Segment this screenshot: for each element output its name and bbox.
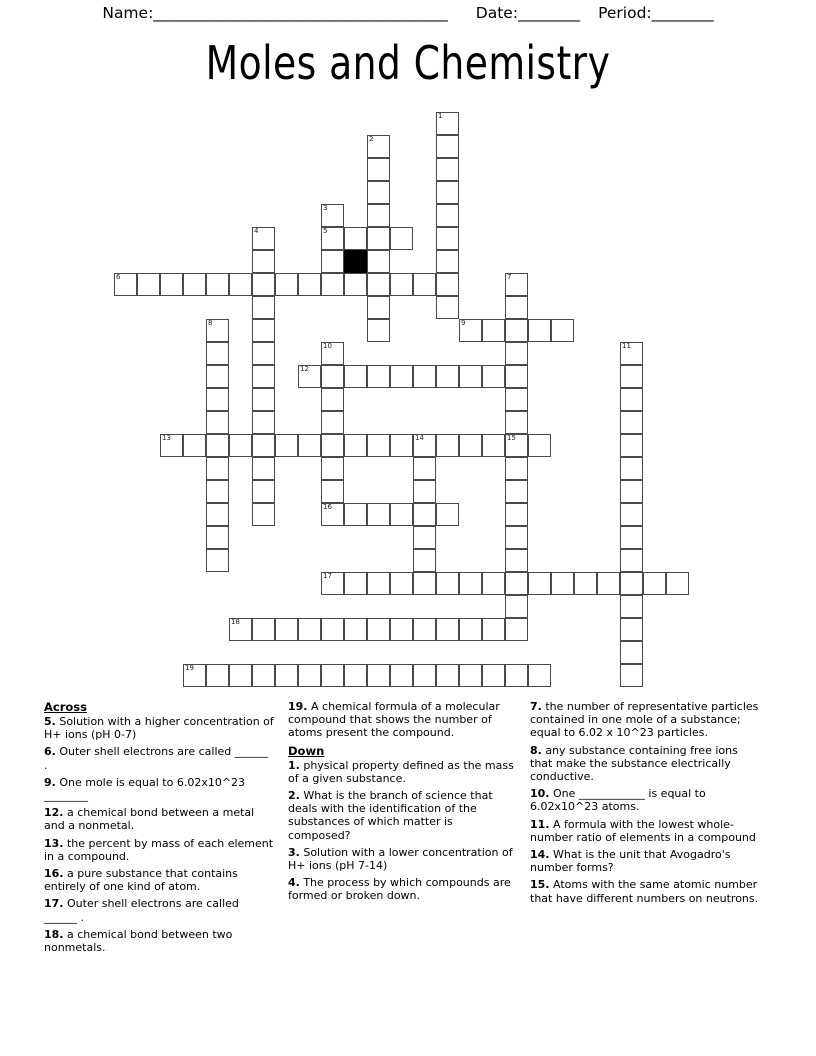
- grid-cell-number: 5: [323, 227, 328, 235]
- grid-cell[interactable]: [551, 319, 574, 342]
- clue-number: 15.: [530, 878, 550, 892]
- clue-number: 8.: [530, 743, 542, 757]
- grid-cell[interactable]: [344, 434, 367, 457]
- grid-cell[interactable]: [367, 503, 390, 526]
- grid-cell[interactable]: [206, 549, 229, 572]
- grid-cell[interactable]: [436, 158, 459, 181]
- clue-number: 13.: [44, 836, 64, 850]
- grid-cell[interactable]: [459, 572, 482, 595]
- grid-cell[interactable]: [413, 273, 436, 296]
- grid-cell[interactable]: [413, 457, 436, 480]
- name-label: Name:: [102, 4, 154, 22]
- grid-cell[interactable]: [206, 664, 229, 687]
- grid-cell[interactable]: [505, 319, 528, 342]
- clue-across-12: [44, 806, 274, 832]
- grid-cell[interactable]: [459, 319, 482, 342]
- grid-block: [344, 250, 367, 273]
- grid-cell[interactable]: [436, 503, 459, 526]
- grid-cell[interactable]: [620, 388, 643, 411]
- grid-cell[interactable]: [505, 365, 528, 388]
- grid-cell[interactable]: [321, 411, 344, 434]
- grid-cell[interactable]: [367, 273, 390, 296]
- grid-cell-number: 1: [438, 112, 443, 120]
- grid-cell[interactable]: [321, 273, 344, 296]
- grid-cell[interactable]: [482, 572, 505, 595]
- grid-cell[interactable]: [252, 250, 275, 273]
- clue-number: 7.: [530, 700, 542, 713]
- grid-cell-number: 18: [231, 618, 240, 626]
- grid-cell[interactable]: [413, 365, 436, 388]
- grid-cell[interactable]: [413, 526, 436, 549]
- grid-cell[interactable]: [436, 227, 459, 250]
- grid-cell[interactable]: [620, 664, 643, 687]
- grid-cell[interactable]: [298, 365, 321, 388]
- grid-cell-number: 10: [323, 342, 332, 350]
- grid-cell[interactable]: [505, 595, 528, 618]
- grid-cell[interactable]: [344, 365, 367, 388]
- grid-cell[interactable]: [528, 572, 551, 595]
- clue-down-2: [288, 789, 516, 842]
- grid-cell-number: 7: [507, 273, 512, 281]
- clue-number: 4.: [288, 876, 300, 890]
- grid-cell[interactable]: [620, 342, 643, 365]
- grid-cell[interactable]: [413, 480, 436, 503]
- grid-cell[interactable]: [643, 572, 666, 595]
- grid-cell[interactable]: [114, 273, 137, 296]
- grid-cell[interactable]: [321, 457, 344, 480]
- grid-cell[interactable]: [321, 204, 344, 227]
- grid-cell-number: 12: [300, 365, 309, 373]
- clue-text: Outer shell electrons are called ______ .: [44, 745, 268, 772]
- clue-across-17: [44, 897, 274, 923]
- grid-cell[interactable]: [367, 296, 390, 319]
- grid-cell[interactable]: [482, 365, 505, 388]
- grid-cell[interactable]: [321, 618, 344, 641]
- clue-number: 2.: [288, 789, 300, 803]
- down-clue-list-part2: [530, 700, 760, 905]
- grid-cell[interactable]: [344, 227, 367, 250]
- grid-cell[interactable]: [620, 503, 643, 526]
- clue-down-7: [530, 700, 760, 740]
- grid-cell[interactable]: [620, 434, 643, 457]
- grid-cell[interactable]: [459, 365, 482, 388]
- grid-cell[interactable]: [367, 618, 390, 641]
- page-title: Moles and Chemistry: [205, 36, 611, 90]
- grid-cell[interactable]: [183, 434, 206, 457]
- grid-cell-number: 16: [323, 503, 332, 511]
- clue-across-6: [44, 745, 274, 771]
- name-blank-line[interactable]: ______________________________________: [153, 4, 448, 22]
- grid-cell-number: 9: [461, 319, 466, 327]
- grid-cell[interactable]: [620, 480, 643, 503]
- grid-cell[interactable]: [321, 434, 344, 457]
- grid-cell[interactable]: [459, 664, 482, 687]
- grid-cell[interactable]: [505, 526, 528, 549]
- grid-cell[interactable]: [436, 618, 459, 641]
- clue-number: 3.: [288, 845, 300, 859]
- grid-cell-number: 11: [622, 342, 631, 350]
- grid-cell[interactable]: [321, 342, 344, 365]
- grid-cell-number: 15: [507, 434, 516, 442]
- grid-cell[interactable]: [505, 296, 528, 319]
- grid-cell[interactable]: [321, 388, 344, 411]
- grid-cell[interactable]: [505, 549, 528, 572]
- clue-number: 11.: [530, 817, 550, 831]
- grid-cell[interactable]: [367, 204, 390, 227]
- clue-text: One ____________ is equal to 6.02x10^23 atoms.: [530, 787, 706, 814]
- grid-cell[interactable]: [505, 618, 528, 641]
- across-clue-list-part1: [44, 715, 274, 954]
- grid-cell[interactable]: [459, 618, 482, 641]
- clue-text: Solution with a higher concentration of H+ ions (pH 0-7): [44, 715, 274, 742]
- grid-cell[interactable]: [252, 342, 275, 365]
- grid-cell[interactable]: [505, 388, 528, 411]
- grid-cell[interactable]: [436, 296, 459, 319]
- grid-cell[interactable]: [344, 618, 367, 641]
- grid-cell[interactable]: [321, 365, 344, 388]
- grid-cell[interactable]: [574, 572, 597, 595]
- grid-cell[interactable]: [482, 319, 505, 342]
- grid-cell[interactable]: [321, 503, 344, 526]
- grid-cell[interactable]: [620, 365, 643, 388]
- grid-cell[interactable]: [620, 618, 643, 641]
- grid-cell[interactable]: [160, 434, 183, 457]
- grid-cell[interactable]: [620, 549, 643, 572]
- grid-cell-number: 6: [116, 273, 121, 281]
- grid-cell[interactable]: [505, 342, 528, 365]
- grid-cell[interactable]: [252, 664, 275, 687]
- clue-text: What is the branch of science that deals with the identification of the substances of which matter is composed?: [288, 789, 493, 842]
- clue-text: A chemical formula of a molecular compound that shows the number of atoms present the compound.: [288, 700, 500, 740]
- grid-cell[interactable]: [390, 434, 413, 457]
- grid-cell[interactable]: [390, 227, 413, 250]
- grid-cell[interactable]: [482, 434, 505, 457]
- grid-cell[interactable]: [528, 434, 551, 457]
- grid-cell[interactable]: [252, 227, 275, 250]
- clue-number: 18.: [44, 927, 64, 941]
- grid-cell[interactable]: [252, 503, 275, 526]
- grid-cell-number: 4: [254, 227, 259, 235]
- grid-cell[interactable]: [620, 457, 643, 480]
- grid-cell[interactable]: [620, 641, 643, 664]
- grid-cell-number: 19: [185, 664, 194, 672]
- clue-text: Outer shell electrons are called ______ .: [44, 897, 239, 924]
- grid-cell[interactable]: [367, 319, 390, 342]
- grid-cell[interactable]: [321, 664, 344, 687]
- grid-cell[interactable]: [528, 664, 551, 687]
- grid-cell[interactable]: [620, 595, 643, 618]
- grid-cell[interactable]: [206, 319, 229, 342]
- grid-cell[interactable]: [160, 273, 183, 296]
- grid-cell[interactable]: [436, 112, 459, 135]
- grid-cell[interactable]: [390, 365, 413, 388]
- clue-text: Solution with a lower concentration of H+ ions (pH 7-14): [288, 845, 513, 873]
- grid-cell[interactable]: [367, 158, 390, 181]
- grid-cell[interactable]: [252, 618, 275, 641]
- grid-cell[interactable]: [390, 664, 413, 687]
- clue-number: 17.: [44, 897, 64, 911]
- grid-cell[interactable]: [275, 434, 298, 457]
- across-heading: Across: [44, 700, 87, 714]
- grid-cell-number: 14: [415, 434, 424, 442]
- grid-cell[interactable]: [436, 365, 459, 388]
- grid-cell[interactable]: [390, 273, 413, 296]
- clue-number: 5.: [44, 715, 56, 728]
- grid-cell[interactable]: [252, 273, 275, 296]
- grid-cell[interactable]: [183, 664, 206, 687]
- grid-cell[interactable]: [505, 273, 528, 296]
- grid-cell[interactable]: [298, 434, 321, 457]
- grid-cell[interactable]: [620, 526, 643, 549]
- grid-cell[interactable]: [275, 618, 298, 641]
- grid-cell[interactable]: [367, 227, 390, 250]
- period-label: Period:: [598, 4, 652, 22]
- grid-cell[interactable]: [252, 480, 275, 503]
- grid-cell[interactable]: [390, 503, 413, 526]
- clue-text: the percent by mass of each element in a compound.: [44, 836, 274, 863]
- clue-text: the number of representative particles contained in one mole of a substance; equal to 6.02 x 10^23 particles.: [530, 700, 759, 740]
- grid-cell[interactable]: [206, 411, 229, 434]
- clue-text: One mole is equal to 6.02x10^23 ________: [44, 775, 246, 803]
- clue-text: The process by which compounds are formed or broken down.: [288, 876, 511, 903]
- grid-cell[interactable]: [321, 250, 344, 273]
- grid-cell[interactable]: [298, 618, 321, 641]
- grid-cell[interactable]: [436, 181, 459, 204]
- grid-cell[interactable]: [367, 135, 390, 158]
- grid-cell[interactable]: [367, 664, 390, 687]
- grid-cell-number: 8: [208, 319, 213, 327]
- period-blank-line[interactable]: ________: [651, 4, 714, 22]
- grid-cell[interactable]: [390, 618, 413, 641]
- clue-down-3: [288, 846, 516, 872]
- grid-cell[interactable]: [275, 273, 298, 296]
- grid-cell[interactable]: [482, 664, 505, 687]
- clue-down-1: [288, 759, 516, 785]
- clue-text: What is the unit that Avogadro's number forms?: [530, 848, 731, 875]
- clue-across-9: [44, 776, 274, 802]
- grid-cell[interactable]: [528, 319, 551, 342]
- grid-cell[interactable]: [206, 434, 229, 457]
- clue-number: 19.: [288, 700, 308, 713]
- clue-across-5: [44, 715, 274, 741]
- grid-cell[interactable]: [436, 572, 459, 595]
- grid-cell[interactable]: [367, 365, 390, 388]
- grid-cell[interactable]: [321, 480, 344, 503]
- grid-cell[interactable]: [298, 664, 321, 687]
- grid-cell[interactable]: [413, 503, 436, 526]
- down-heading: Down: [288, 743, 325, 758]
- grid-cell[interactable]: [344, 503, 367, 526]
- grid-cell[interactable]: [367, 181, 390, 204]
- down-clue-list-part1: [288, 759, 516, 903]
- grid-cell[interactable]: [505, 572, 528, 595]
- grid-cell[interactable]: [252, 457, 275, 480]
- grid-cell[interactable]: [620, 411, 643, 434]
- grid-cell[interactable]: [252, 411, 275, 434]
- grid-cell[interactable]: [344, 273, 367, 296]
- grid-cell[interactable]: [620, 572, 643, 595]
- grid-cell[interactable]: [252, 388, 275, 411]
- grid-cell[interactable]: [367, 572, 390, 595]
- grid-cell[interactable]: [413, 618, 436, 641]
- grid-cell[interactable]: [229, 273, 252, 296]
- clue-number: 16.: [44, 867, 64, 881]
- clue-text: a pure substance that contains entirely of one kind of atom.: [44, 867, 238, 894]
- across-clue-list-part2: [288, 700, 516, 740]
- date-label: Date:: [475, 4, 519, 22]
- clue-down-8: [530, 744, 760, 784]
- clue-column-1: [44, 700, 288, 958]
- grid-cell[interactable]: [298, 273, 321, 296]
- grid-cell[interactable]: [344, 572, 367, 595]
- grid-cell[interactable]: [459, 434, 482, 457]
- clue-down-11: [530, 818, 760, 844]
- grid-cell[interactable]: [321, 572, 344, 595]
- grid-cell[interactable]: [597, 572, 620, 595]
- grid-cell-number: 13: [162, 434, 171, 442]
- grid-cell[interactable]: [505, 503, 528, 526]
- clue-column-3: [530, 700, 774, 958]
- grid-cell[interactable]: [551, 572, 574, 595]
- grid-cell[interactable]: [252, 365, 275, 388]
- clue-text: physical property defined as the mass of a given substance.: [288, 758, 514, 785]
- clue-down-4: [288, 876, 516, 902]
- grid-cell[interactable]: [413, 664, 436, 687]
- grid-cell[interactable]: [505, 434, 528, 457]
- grid-cell[interactable]: [137, 273, 160, 296]
- clue-number: 6.: [44, 745, 56, 759]
- grid-cell[interactable]: [252, 434, 275, 457]
- grid-cell[interactable]: [206, 273, 229, 296]
- grid-cell[interactable]: [505, 411, 528, 434]
- date-blank-line[interactable]: ________: [518, 4, 581, 22]
- clue-down-15: [530, 878, 760, 904]
- grid-cell[interactable]: [436, 434, 459, 457]
- clue-across-19: [288, 700, 516, 740]
- clue-across-16: [44, 867, 274, 893]
- grid-cell[interactable]: [505, 480, 528, 503]
- grid-cell[interactable]: [206, 457, 229, 480]
- grid-cell[interactable]: [436, 204, 459, 227]
- grid-cell[interactable]: [206, 388, 229, 411]
- grid-cell[interactable]: [367, 250, 390, 273]
- grid-cell[interactable]: [666, 572, 689, 595]
- grid-cell[interactable]: [206, 342, 229, 365]
- grid-cell[interactable]: [206, 480, 229, 503]
- grid-cell[interactable]: [229, 434, 252, 457]
- clue-text: a chemical bond between two nonmetals.: [44, 927, 233, 955]
- grid-cell-number: 3: [323, 204, 328, 212]
- grid-cell[interactable]: [206, 365, 229, 388]
- grid-cell[interactable]: [413, 549, 436, 572]
- grid-cell[interactable]: [206, 526, 229, 549]
- grid-cell[interactable]: [229, 664, 252, 687]
- grid-cell[interactable]: [413, 434, 436, 457]
- grid-cell[interactable]: [413, 572, 436, 595]
- clue-columns: [44, 700, 774, 958]
- clue-across-13: [44, 837, 274, 863]
- grid-cell[interactable]: [252, 319, 275, 342]
- grid-cell-number: 2: [369, 135, 374, 143]
- grid-cell[interactable]: [505, 457, 528, 480]
- grid-cell[interactable]: [229, 618, 252, 641]
- grid-cell[interactable]: [252, 296, 275, 319]
- grid-cell[interactable]: [436, 250, 459, 273]
- grid-cell[interactable]: [436, 664, 459, 687]
- clue-down-10: [530, 787, 760, 813]
- clue-number: 9.: [44, 775, 56, 789]
- grid-cell-number: 17: [323, 572, 332, 580]
- grid-cell[interactable]: [482, 618, 505, 641]
- grid-cell[interactable]: [390, 572, 413, 595]
- clue-number: 14.: [530, 848, 550, 862]
- grid-cell[interactable]: [505, 664, 528, 687]
- grid-cell[interactable]: [275, 664, 298, 687]
- grid-cell[interactable]: [321, 227, 344, 250]
- clue-down-14: [530, 848, 760, 874]
- clue-text: Atoms with the same atomic number that have different numbers on neutrons.: [530, 878, 759, 905]
- grid-cell[interactable]: [183, 273, 206, 296]
- clue-text: A formula with the lowest whole-number ratio of elements in a compound: [530, 817, 756, 844]
- clue-column-2: [288, 700, 530, 958]
- clue-across-18: [44, 928, 274, 954]
- clue-number: 12.: [44, 806, 64, 820]
- clue-text: a chemical bond between a metal and a nonmetal.: [44, 806, 255, 833]
- grid-cell[interactable]: [436, 273, 459, 296]
- grid-cell[interactable]: [344, 664, 367, 687]
- clue-number: 10.: [530, 787, 550, 801]
- grid-cell[interactable]: [436, 135, 459, 158]
- clue-text: any substance containing free ions that make the substance electrically conductive.: [530, 743, 738, 784]
- grid-cell[interactable]: [367, 434, 390, 457]
- clue-number: 1.: [288, 758, 300, 772]
- grid-cell[interactable]: [206, 503, 229, 526]
